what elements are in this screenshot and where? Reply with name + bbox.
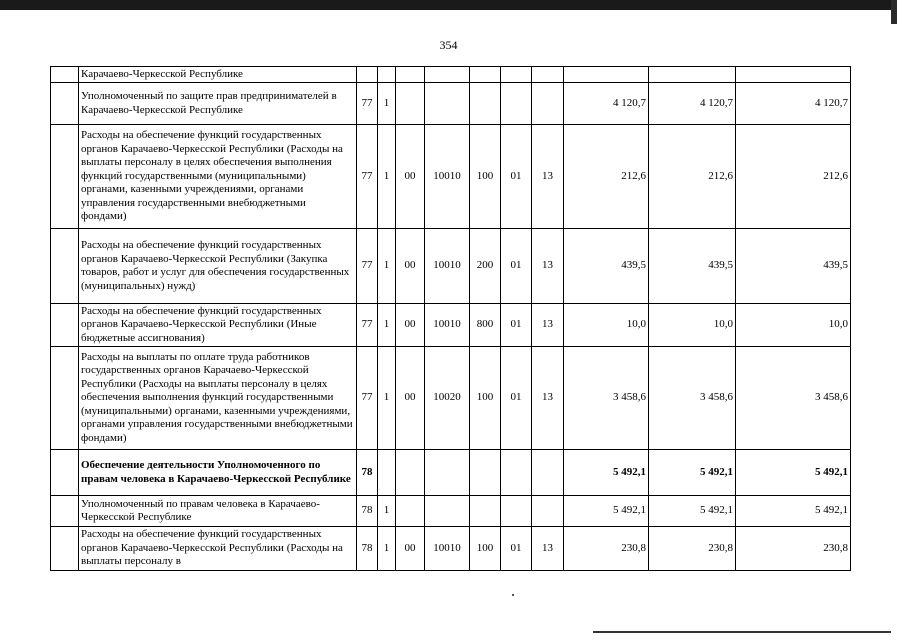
table-cell-value-2: 3 458,6 <box>649 347 736 450</box>
table-cell-c1: 78 <box>357 450 378 496</box>
table-cell-c7 <box>532 67 564 83</box>
table-cell-value-2: 212,6 <box>649 125 736 229</box>
table-cell-value-1: 5 492,1 <box>564 496 649 527</box>
table-cell-c2: 1 <box>378 347 396 450</box>
table-cell-c1: 77 <box>357 347 378 450</box>
table-cell-c7: 13 <box>532 125 564 229</box>
table-cell-c5: 200 <box>470 229 501 304</box>
table-cell-value-3: 439,5 <box>736 229 851 304</box>
table-cell-c3 <box>396 83 425 125</box>
table-cell-c4 <box>425 83 470 125</box>
table-cell-blank <box>51 125 79 229</box>
table-cell-c2: 1 <box>378 83 396 125</box>
table-cell-value-2: 439,5 <box>649 229 736 304</box>
table-cell-value-1: 3 458,6 <box>564 347 649 450</box>
table-cell-value-2: 5 492,1 <box>649 496 736 527</box>
table-cell-c7: 13 <box>532 527 564 571</box>
table-cell-value-2: 230,8 <box>649 527 736 571</box>
table-cell-c4: 10010 <box>425 304 470 347</box>
budget-table-body <box>51 67 851 571</box>
table-cell-c6: 01 <box>501 125 532 229</box>
table-cell-value-1 <box>564 67 649 83</box>
table-row <box>51 496 851 527</box>
table-cell-c6: 01 <box>501 527 532 571</box>
table-cell-value-1: 230,8 <box>564 527 649 571</box>
table-cell-c3: 00 <box>396 304 425 347</box>
table-cell-c6 <box>501 67 532 83</box>
table-cell-c2: 1 <box>378 304 396 347</box>
table-row <box>51 67 851 83</box>
table-row <box>51 83 851 125</box>
table-cell-c4 <box>425 496 470 527</box>
table-cell-value-3 <box>736 67 851 83</box>
table-cell-c2: 1 <box>378 125 396 229</box>
table-cell-c7 <box>532 496 564 527</box>
table-cell-c5 <box>470 83 501 125</box>
table-cell-c3 <box>396 67 425 83</box>
table-cell-c2: 1 <box>378 527 396 571</box>
table-cell-c2 <box>378 450 396 496</box>
table-cell-c7: 13 <box>532 304 564 347</box>
table-cell-value-2 <box>649 67 736 83</box>
table-cell-value-2: 10,0 <box>649 304 736 347</box>
table-cell-c3 <box>396 496 425 527</box>
table-cell-c4 <box>425 450 470 496</box>
table-row <box>51 229 851 304</box>
table-cell-c3: 00 <box>396 347 425 450</box>
table-cell-c5: 100 <box>470 527 501 571</box>
table-cell-value-3: 5 492,1 <box>736 496 851 527</box>
table-cell-value-1: 439,5 <box>564 229 649 304</box>
table-cell-c3 <box>396 450 425 496</box>
table-cell-c6: 01 <box>501 347 532 450</box>
table-cell-blank <box>51 67 79 83</box>
table-cell-name: Расходы на обеспечение функций государственных органов Карачаево-Черкесской Республики (Иные бюджетные ассигнования) <box>79 304 357 347</box>
table-cell-value-1: 4 120,7 <box>564 83 649 125</box>
table-cell-name: Карачаево-Черкесской Республике <box>79 67 357 83</box>
table-cell-name: Уполномоченный по правам человека в Карачаево-Черкесской Республике <box>79 496 357 527</box>
table-cell-value-3: 10,0 <box>736 304 851 347</box>
table-cell-blank <box>51 450 79 496</box>
table-cell-c3: 00 <box>396 527 425 571</box>
table-cell-value-2: 5 492,1 <box>649 450 736 496</box>
table-cell-c3: 00 <box>396 229 425 304</box>
table-cell-blank <box>51 229 79 304</box>
table-cell-value-3: 5 492,1 <box>736 450 851 496</box>
table-cell-c5 <box>470 450 501 496</box>
table-cell-c7 <box>532 83 564 125</box>
table-cell-name: Расходы на обеспечение функций государственных органов Карачаево-Черкесской Республики (Закупка товаров, работ и услуг для обеспечения государственных (муниципальных) нужд) <box>79 229 357 304</box>
table-cell-blank <box>51 527 79 571</box>
table-cell-value-3: 4 120,7 <box>736 83 851 125</box>
table-cell-value-1: 212,6 <box>564 125 649 229</box>
table-cell-c2 <box>378 67 396 83</box>
table-cell-c1 <box>357 67 378 83</box>
table-cell-c6: 01 <box>501 304 532 347</box>
table-cell-blank <box>51 496 79 527</box>
table-cell-c4: 10010 <box>425 229 470 304</box>
table-row <box>51 347 851 450</box>
table-cell-c4: 10020 <box>425 347 470 450</box>
table-cell-value-1: 10,0 <box>564 304 649 347</box>
table-cell-c2: 1 <box>378 229 396 304</box>
table-cell-value-1: 5 492,1 <box>564 450 649 496</box>
table-cell-name: Обеспечение деятельности Уполномоченного по правам человека в Карачаево-Черкесской Республике <box>79 450 357 496</box>
table-cell-c4: 10010 <box>425 125 470 229</box>
table-cell-value-3: 230,8 <box>736 527 851 571</box>
budget-table <box>50 66 851 571</box>
table-cell-value-3: 3 458,6 <box>736 347 851 450</box>
scan-edge-bottom <box>593 631 891 633</box>
table-row <box>51 304 851 347</box>
table-cell-c6 <box>501 83 532 125</box>
table-cell-c1: 77 <box>357 229 378 304</box>
table-cell-c1: 77 <box>357 125 378 229</box>
table-cell-c5: 800 <box>470 304 501 347</box>
table-cell-blank <box>51 347 79 450</box>
table-cell-c1: 78 <box>357 496 378 527</box>
table-row <box>51 125 851 229</box>
table-cell-c4 <box>425 67 470 83</box>
scan-edge-top <box>0 0 897 10</box>
table-cell-c7: 13 <box>532 347 564 450</box>
table-cell-c1: 78 <box>357 527 378 571</box>
table-cell-c5: 100 <box>470 347 501 450</box>
scan-speck <box>512 594 514 596</box>
table-cell-c3: 00 <box>396 125 425 229</box>
table-cell-name: Расходы на выплаты по оплате труда работников государственных органов Карачаево-Черкесской Республики (Расходы на выплаты персоналу в целях обеспечения выполнения функций государственными (муниципальными) органами, казенными учреждениями, органами управления государственными внебюджетными фондами) <box>79 347 357 450</box>
table-cell-c1: 77 <box>357 83 378 125</box>
table-cell-c7: 13 <box>532 229 564 304</box>
table-cell-c5 <box>470 496 501 527</box>
scan-edge-right <box>891 0 897 24</box>
table-cell-c7 <box>532 450 564 496</box>
table-cell-c6 <box>501 450 532 496</box>
table-cell-value-3: 212,6 <box>736 125 851 229</box>
table-cell-name: Расходы на обеспечение функций государственных органов Карачаево-Черкесской Республики (Расходы на выплаты персоналу в целях обеспечения выполнения функций государственными (муниципальными) органами, казенными учреждениями, органами управления государственными внебюджетными фондами) <box>79 125 357 229</box>
table-row <box>51 450 851 496</box>
table-cell-c6 <box>501 496 532 527</box>
table-cell-c6: 01 <box>501 229 532 304</box>
table-cell-name: Расходы на обеспечение функций государственных органов Карачаево-Черкесской Республики (Расходы на выплаты персоналу в <box>79 527 357 571</box>
table-cell-c4: 10010 <box>425 527 470 571</box>
table-cell-value-2: 4 120,7 <box>649 83 736 125</box>
page-number: 354 <box>439 38 458 52</box>
table-cell-blank <box>51 83 79 125</box>
table-cell-name: Уполномоченный по защите прав предпринимателей в Карачаево-Черкесской Республике <box>79 83 357 125</box>
table-cell-blank <box>51 304 79 347</box>
table-row <box>51 527 851 571</box>
table-cell-c2: 1 <box>378 496 396 527</box>
table-cell-c5 <box>470 67 501 83</box>
table-cell-c5: 100 <box>470 125 501 229</box>
table-cell-c1: 77 <box>357 304 378 347</box>
